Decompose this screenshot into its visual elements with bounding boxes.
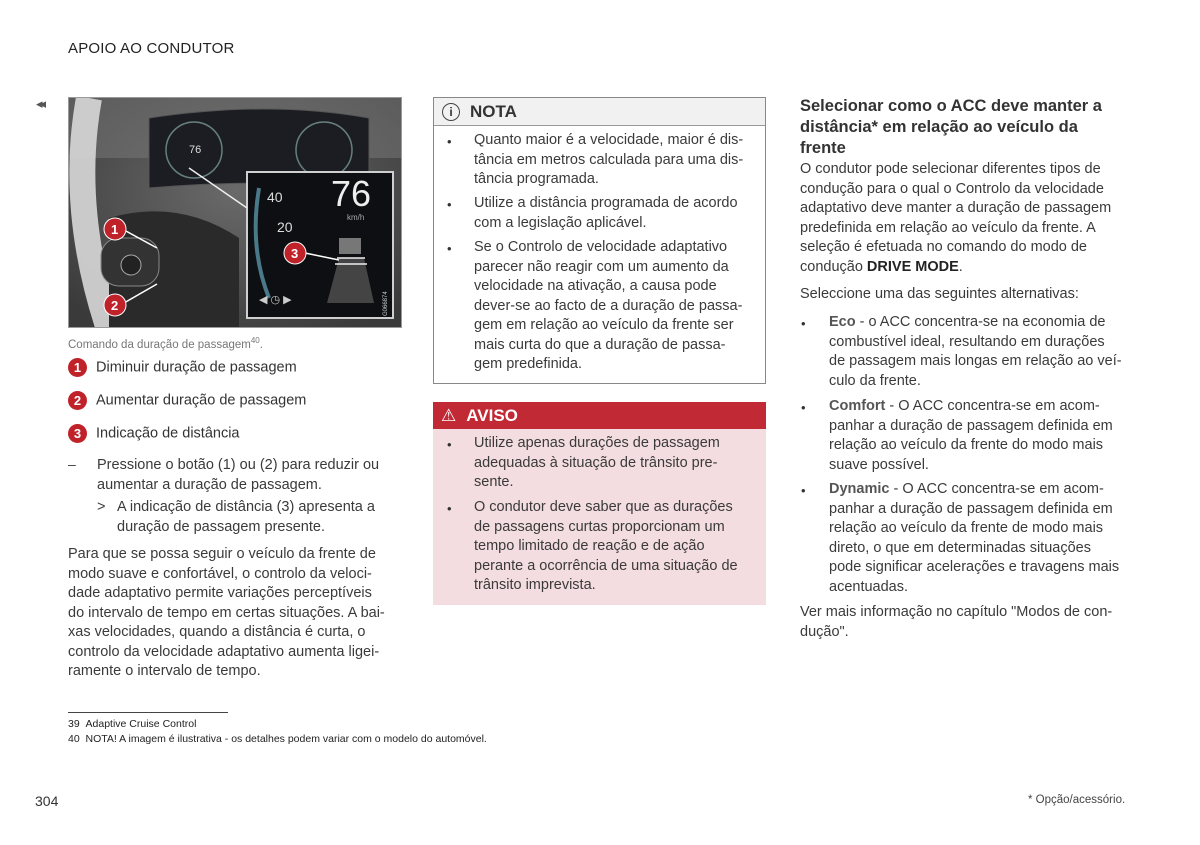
bullet: • (447, 501, 452, 516)
svg-text:G066874: G066874 (383, 291, 389, 316)
numbered-item: 1 Diminuir duração de passagem (68, 358, 297, 377)
step-text: Pressione o botão (1) ou (2) para reduzir ou aumentar a duração de passagem. (97, 457, 380, 493)
bullet: • (447, 241, 452, 256)
svg-text:3: 3 (291, 246, 299, 261)
back-arrows-icon[interactable]: ◂◂ (36, 96, 44, 111)
bullet: • (447, 437, 452, 452)
number-badge: 3 (68, 424, 87, 443)
note-title: NOTA (470, 101, 517, 121)
select-instruction: Seleccione uma das seguintes alternativas: (800, 286, 1079, 302)
bullet: • (447, 197, 452, 212)
number-badge: 1 (68, 358, 87, 377)
section-intro: O condutor pode selecionar diferentes tipos de condução para o qual o Controlo da velocidade adaptativo deve manter a duração de passagem predefinida em relação ao veículo da frente. A seleção é efetuada no comando do modo de condução DRIVE MODE. (800, 161, 1112, 275)
figure-caption: Comando da duração de passagem$^{40}$. (68, 336, 263, 351)
footnote-divider (68, 712, 228, 713)
dashboard-figure (68, 97, 402, 328)
optional-note: * Opção/acessório. (1028, 794, 1126, 806)
mode-option-dynamic: Dynamic - O ACC concentra-se em acom- panhar a duração de passagem definida em relação ao veículo da frente de modo mais direto, o que em determinadas situações pode significar acelerações e travagens mais acentuadas. (829, 481, 1120, 595)
more-info-text: Ver mais informação no capítulo "Modos de con- dução". (800, 604, 1113, 640)
svg-text:◀ ◷ ▶: ◀ ◷ ▶ (259, 294, 292, 306)
svg-text:76: 76 (331, 173, 372, 214)
note-item: Utilize a distância programada de acordo com a legislação aplicável. (474, 195, 738, 231)
svg-text:1: 1 (111, 222, 119, 237)
warning-item: Utilize apenas durações de passagem adequadas à situação de trânsito pre- sente. (474, 435, 720, 490)
result-mark: > (97, 499, 106, 515)
section-heading: Selecionar como o ACC deve manter a distância* em relação ao veículo da frente (800, 97, 1102, 157)
svg-text:20: 20 (277, 219, 293, 235)
warning-triangle-icon: ⚠ (441, 405, 457, 425)
footnote: 39 Adaptive Cruise Control (68, 718, 197, 730)
bullet: • (447, 134, 452, 149)
body-paragraph: Para que se possa seguir o veículo da frente de modo suave e confortável, o controlo da veloci- dade adaptativo permite variações perceptíveis do intervalo de tempo em certas situações. A bai- xas velocidades, quando a distância é curta, o controlo da velocidade adaptativo aumenta ligei- ramente o intervalo de tempo. (68, 546, 385, 679)
note-header (434, 98, 765, 126)
note-item: Se o Controlo de velocidade adaptativo parecer não reagir com um aumento da velocidade na ativação, a causa pode dever-se ao facto de a duração de passa- gem em relação ao veículo da frente ser mais curta do que a duração de passa- gem predefinida. (474, 239, 743, 372)
svg-text:km/h: km/h (347, 213, 365, 222)
footnote: 40 NOTA! A imagem é ilustrativa - os detalhes podem variar com o modelo do automóvel. (68, 733, 487, 745)
note-item: Quanto maior é a velocidade, maior é dis- tância em metros calculada para uma dis- tância programada. (474, 132, 744, 187)
warning-title: AVISO (466, 405, 518, 425)
step-dash: – (68, 456, 76, 472)
bullet: • (801, 400, 806, 415)
result-text: A indicação de distância (3) apresenta a duração de passagem presente. (117, 499, 375, 535)
svg-text:2: 2 (111, 298, 119, 313)
bullet: • (801, 483, 806, 498)
info-icon: i (442, 103, 460, 121)
steering-wheel-illustration (69, 98, 402, 328)
numbered-item: 2 Aumentar duração de passagem (68, 391, 306, 410)
svg-text:76: 76 (189, 144, 202, 156)
drive-mode-label: DRIVE MODE (866, 258, 959, 275)
mode-option-comfort: Comfort - O ACC concentra-se em acom- panhar a duração de passagem definida em relação ao veículo da frente do modo mais suave possível. (829, 398, 1113, 473)
warning-header (433, 402, 766, 429)
warning-item: O condutor deve saber que as durações de passagens curtas proporcionam um tempo limitado de reação e de ação perante a ocorrência de uma situação de trânsito imprevista. (474, 499, 738, 593)
mode-option-eco: Eco - o ACC concentra-se na economia de combustível ideal, resultando em durações de passagem mais longas em relação ao veí- culo da frente. (829, 314, 1122, 389)
bullet: • (801, 316, 806, 331)
running-header: APOIO AO CONDUTOR (68, 40, 235, 57)
number-badge: 2 (68, 391, 87, 410)
page-number: 304 (35, 793, 59, 809)
numbered-item: 3 Indicação de distância (68, 424, 240, 443)
svg-text:40: 40 (267, 189, 283, 205)
